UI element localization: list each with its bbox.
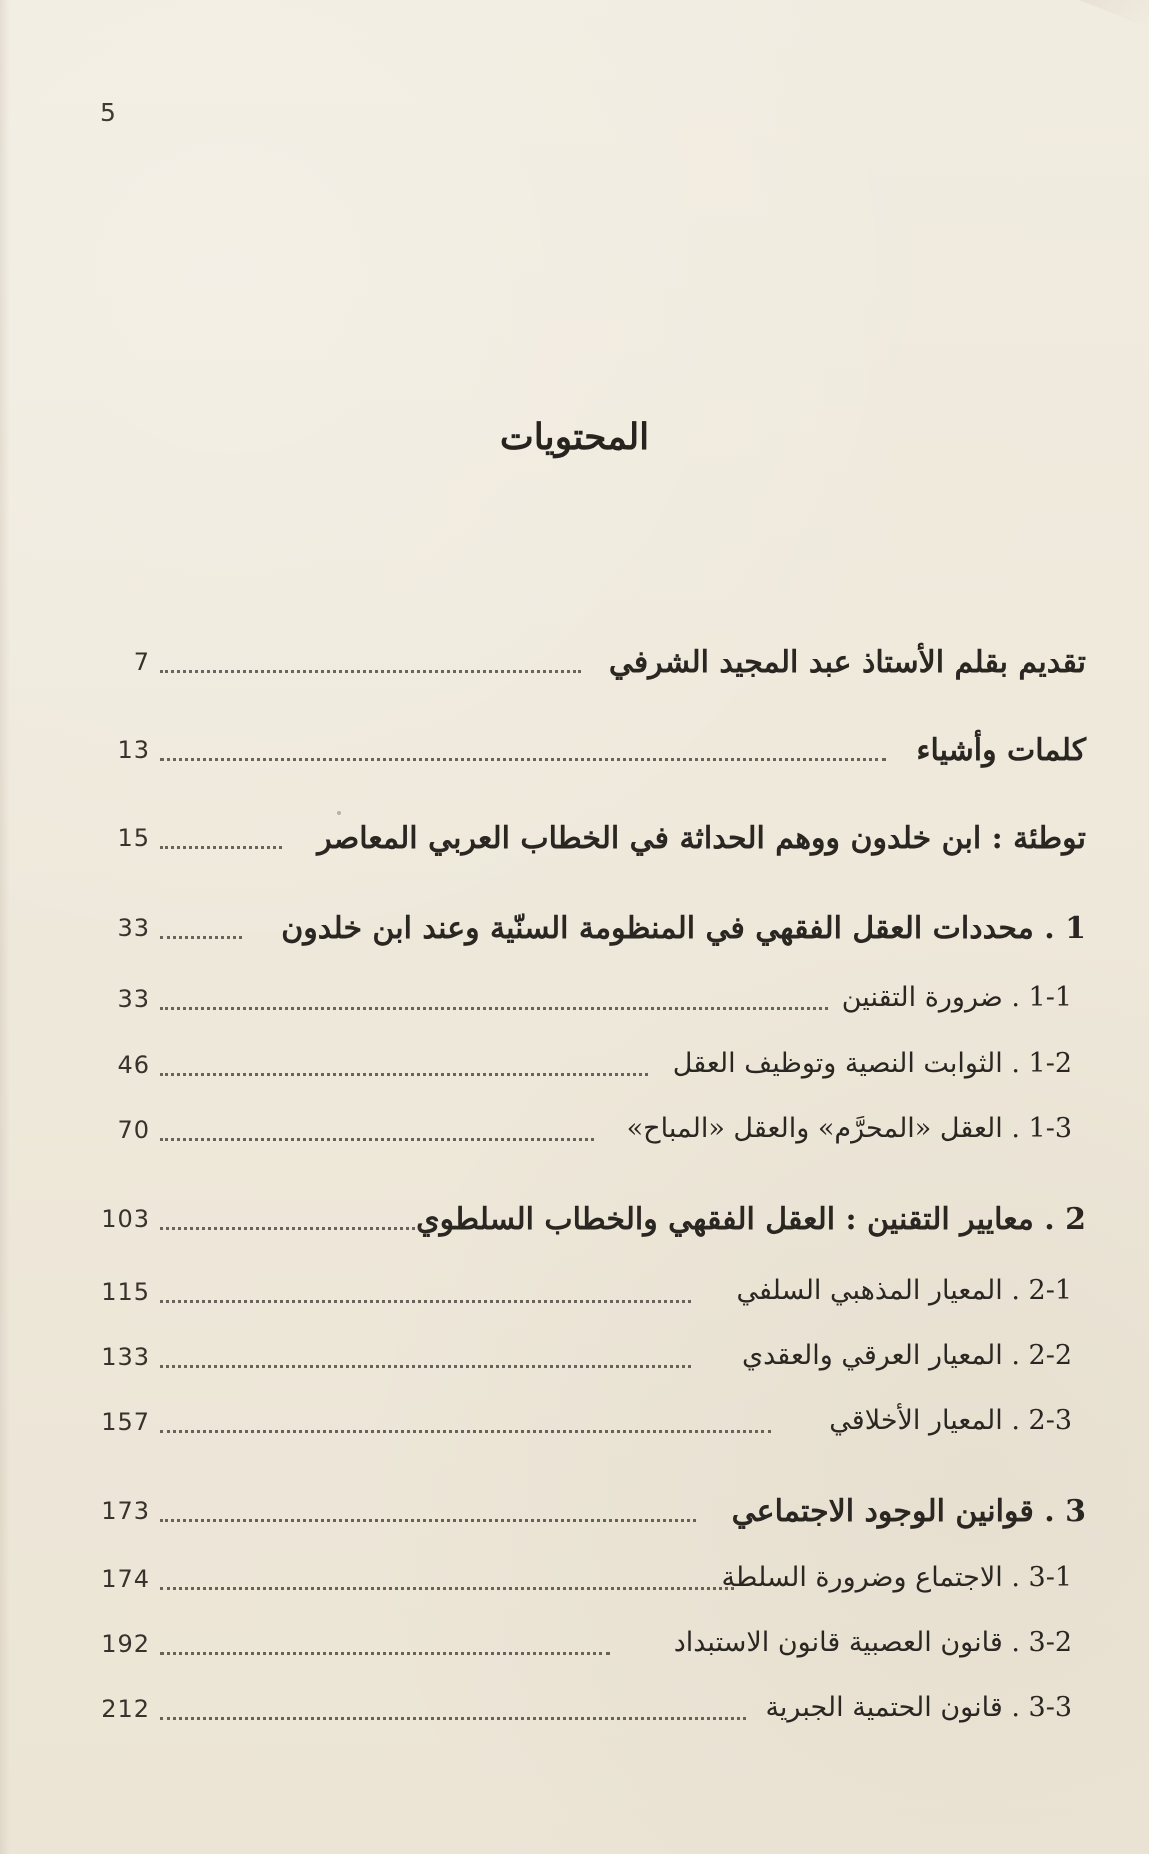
toc-page-number: 133 — [101, 1343, 150, 1371]
toc-page-number: 115 — [101, 1278, 150, 1306]
dot-leader — [160, 1717, 746, 1720]
toc-entry-title: كلمات وأشياء — [916, 733, 1086, 768]
toc-page-number: 7 — [133, 648, 150, 676]
toc-entry-section-1-2 — [88, 1049, 1086, 1093]
toc-entry-title: 3-2 . قانون العصبية قانون الاستبداد — [673, 1627, 1072, 1658]
toc-entry-title: توطئة : ابن خلدون ووهم الحداثة في الخطاب العربي المعاصر — [317, 821, 1086, 856]
toc-entry-section-2-2 — [88, 1341, 1086, 1385]
toc-entry-title: 3-3 . قانون الحتمية الجبرية — [765, 1692, 1072, 1723]
toc-page-number: 13 — [117, 736, 150, 764]
dot-leader — [160, 1138, 594, 1141]
toc-page-number: 70 — [117, 1116, 150, 1144]
dot-leader — [160, 670, 581, 673]
dot-leader — [160, 1652, 610, 1655]
toc-page-number: 173 — [101, 1497, 150, 1525]
dot-leader — [160, 1007, 828, 1010]
dot-leader — [160, 1587, 734, 1590]
dot-leader — [160, 936, 242, 939]
dot-leader — [160, 1365, 691, 1368]
toc-entry-title: 2-1 . المعيار المذهبي السلفي — [736, 1275, 1072, 1306]
toc-page-number: 46 — [117, 1051, 150, 1079]
toc-entry-section-3-3 — [88, 1693, 1086, 1737]
toc-entry-chapter-3 — [88, 1495, 1086, 1539]
toc-entry-title: تقديم بقلم الأستاذ عبد المجيد الشرفي — [608, 645, 1086, 680]
toc-entry-intro — [88, 646, 1086, 690]
toc-entry-title: 1 . محددات العقل الفقهي في المنظومة السنّية وعند ابن خلدون — [281, 911, 1086, 946]
contents-title: المحتويات — [499, 416, 650, 458]
toc-entry-section-1-3 — [88, 1114, 1086, 1158]
toc-page-number: 33 — [117, 985, 150, 1013]
toc-page-number: 212 — [101, 1695, 150, 1723]
toc-page-number: 33 — [117, 914, 150, 942]
toc-page-number: 103 — [101, 1205, 150, 1233]
toc-entry-title: 1-2 . الثوابت النصية وتوظيف العقل — [672, 1048, 1072, 1079]
toc-entry-title: 2-2 . المعيار العرقي والعقدي — [742, 1340, 1072, 1371]
toc-entry-title: 3-1 . الاجتماع وضرورة السلطة — [721, 1562, 1072, 1593]
toc-entry-section-2-1 — [88, 1276, 1086, 1320]
toc-entry-title: 2 . معايير التقنين : العقل الفقهي والخطاب السلطوي — [416, 1202, 1086, 1237]
toc-page-number: 192 — [101, 1630, 150, 1658]
paper-speck — [337, 811, 341, 815]
toc-entry-title: 1-1 . ضرورة التقنين — [841, 982, 1072, 1013]
dot-leader — [160, 1227, 421, 1230]
toc-entry-section-1-1 — [88, 983, 1086, 1027]
toc-entry-chapter-1 — [88, 912, 1086, 956]
toc-entry-section-3-1 — [88, 1563, 1086, 1607]
toc-entry-title: 1-3 . العقل «المحرَّم» والعقل «المباح» — [626, 1113, 1072, 1144]
toc-page-number: 15 — [117, 824, 150, 852]
toc-page-number: 157 — [101, 1408, 150, 1436]
dot-leader — [160, 758, 886, 761]
toc-entry-words-things — [88, 734, 1086, 778]
page-number: 5 — [100, 98, 116, 127]
dot-leader — [160, 1300, 691, 1303]
toc-entry-section-3-2 — [88, 1628, 1086, 1672]
toc-entry-preface — [88, 822, 1086, 866]
toc-entry-title: 3 . قوانين الوجود الاجتماعي — [731, 1494, 1086, 1529]
dot-leader — [160, 1430, 771, 1433]
toc-entry-chapter-2 — [88, 1203, 1086, 1247]
dot-leader — [160, 1519, 696, 1522]
toc-entry-title: 2-3 . المعيار الأخلاقي — [829, 1405, 1072, 1436]
dot-leader — [160, 1073, 648, 1076]
dot-leader — [160, 846, 282, 849]
toc-page-number: 174 — [101, 1565, 150, 1593]
toc-entry-section-2-3 — [88, 1406, 1086, 1450]
